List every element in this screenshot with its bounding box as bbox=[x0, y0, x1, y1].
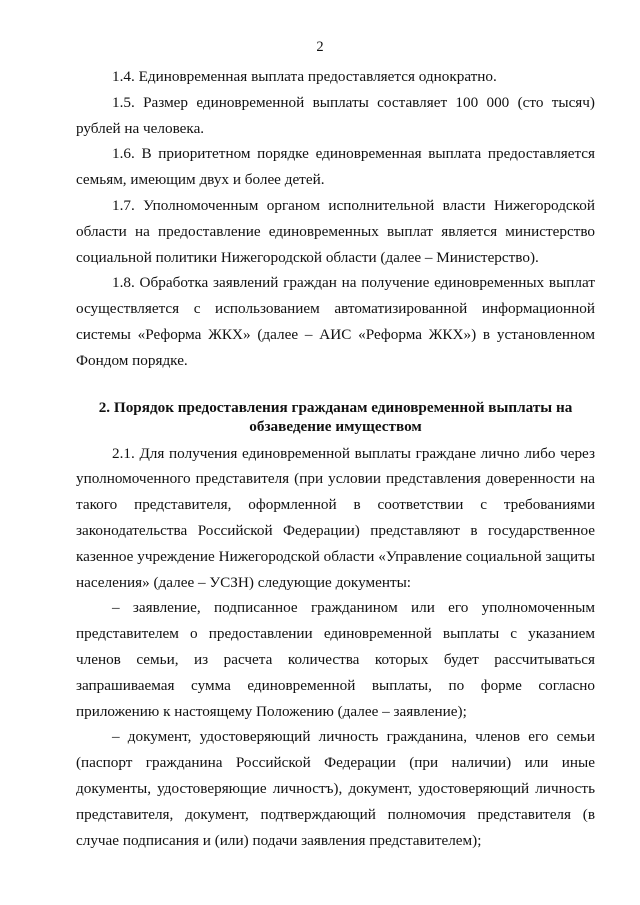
paragraph-1-8: 1.8. Обработка заявлений граждан на получение единовременных выплат осуществляется с использованием автоматизированной информационной системы «Реформа ЖКХ» (далее – АИС «Реформа ЖКХ») в установленном Фондом порядке. bbox=[76, 274, 595, 369]
paragraph-1-6: 1.6. В приоритетном порядке единовременная выплата предоставляется семьям, имеющим двух и более детей. bbox=[76, 145, 595, 189]
paragraph-1-4: 1.4. Единовременная выплата предоставляется однократно. bbox=[112, 68, 497, 85]
list-item-identity-document: – документ, удостоверяющий личность гражданина, членов его семьи (паспорт гражданина Российской Федерации (при наличии) или иные документы, удостоверяющие личностъ), документ, удостоверяющий личность представителя, документ, подтверждающий полномочия представителя (в случае подписания и (или) подачи заявления представителем); bbox=[76, 728, 595, 849]
list-item-application: – заявление, подписанное гражданином или его уполномоченным представителем о предоставлении единовременной выплаты с указанием членов семьи, из расчета количества которых будет рассчитываться запрашиваемая сумма единовременной выплаты, по форме согласно приложению к настоящему Положению (далее – заявление); bbox=[76, 599, 595, 720]
paragraph-2-1: 2.1. Для получения единовременной выплаты граждане лично либо через уполномоченного представителя (при условии представления доверенности на такого представителя, оформленной в соответствии с требованиями законодательства Российской Федерации) представляют в государственное казенное учреждение Нижегородской области «Управление социальной защиты населения» (далее – УСЗН) следующие документы: bbox=[76, 444, 595, 591]
paragraph-1-5: 1.5. Размер единовременной выплаты составляет 100 000 (сто тысяч) рублей на человека. bbox=[76, 93, 595, 137]
page-number: 2 bbox=[316, 39, 324, 55]
paragraph-1-7: 1.7. Уполномоченным органом исполнительной власти Нижегородской области на предоставление единовременных выплат является министерство социальной политики Нижегородской области (далее – Министерство). bbox=[76, 196, 595, 266]
document-body bbox=[76, 64, 595, 853]
section-2-heading: 2. Порядок предоставления гражданам единовременной выплаты на обзаведение имуществом bbox=[98, 398, 573, 435]
